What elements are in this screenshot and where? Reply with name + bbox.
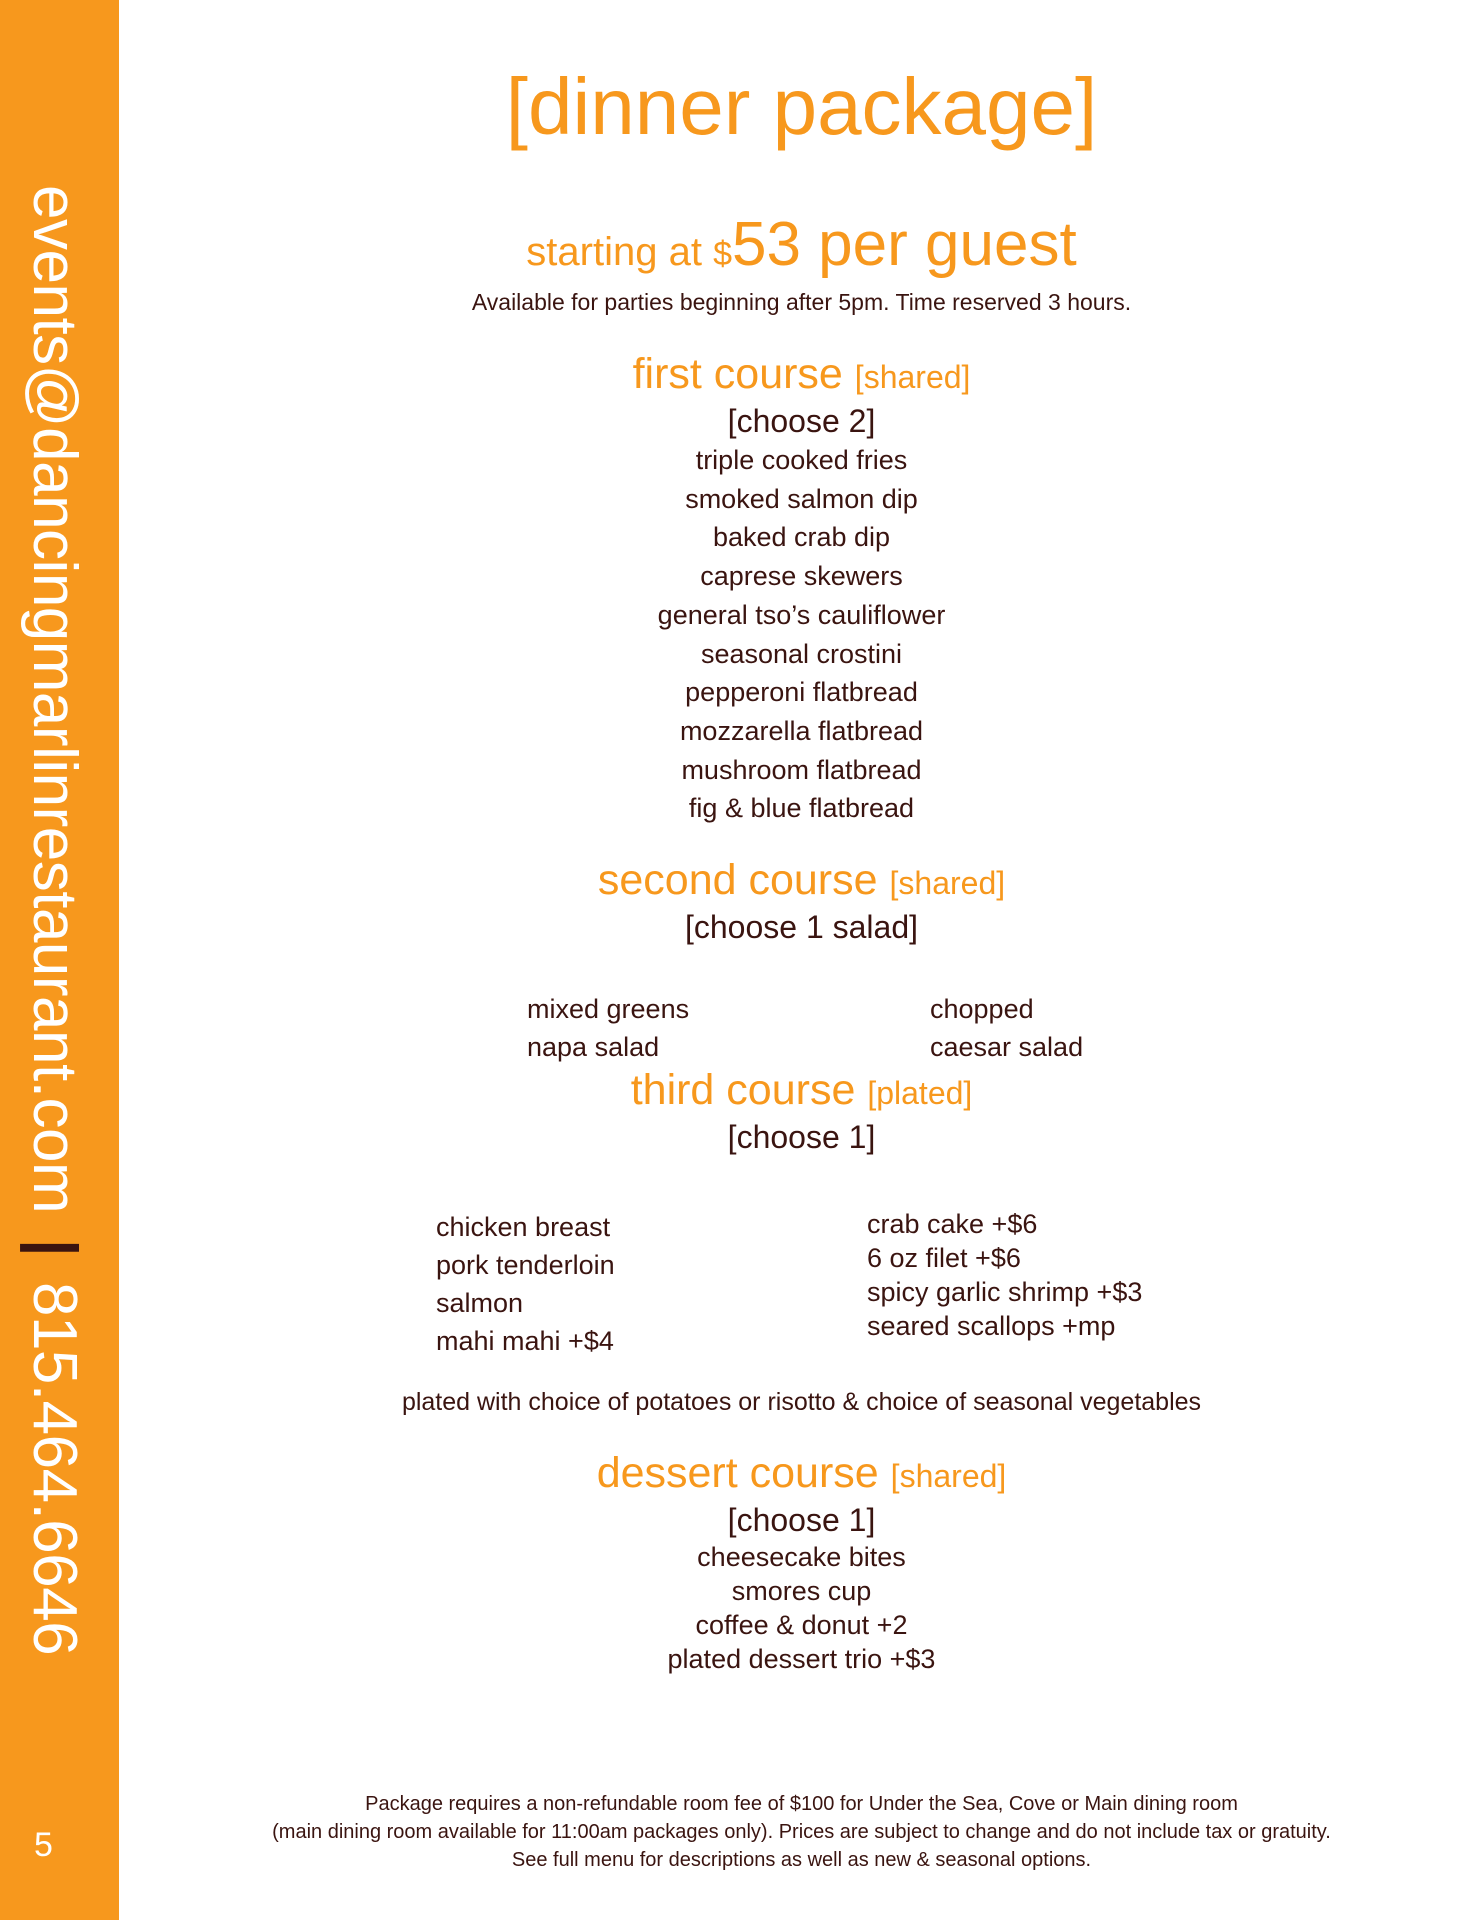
second-course-choose: [choose 1 salad]: [684, 909, 919, 945]
second-course-section: [119, 856, 1484, 947]
list-item: mozzarella flatbread: [679, 715, 924, 746]
list-item: smores cup: [731, 1576, 872, 1606]
list-item: pepperoni flatbread: [685, 677, 918, 708]
list-item: mushroom flatbread: [681, 754, 922, 785]
list-item: smoked salmon dip: [685, 483, 918, 514]
list-item: caprese skewers: [700, 561, 903, 592]
list-item: seasonal crostini: [700, 638, 903, 669]
second-course-tag: [shared]: [889, 865, 1006, 901]
list-item: mixed greens: [527, 994, 690, 1024]
dessert-course-heading: [119, 1449, 1484, 1500]
footer-line: See full menu for descriptions as well as new & seasonal options.: [511, 1849, 1092, 1871]
first-course-tag: [shared]: [854, 359, 971, 395]
list-item: baked crab dip: [712, 522, 891, 553]
list-item: mahi mahi +$4: [436, 1326, 614, 1356]
list-item: fig & blue flatbread: [688, 793, 915, 824]
list-item: napa salad: [527, 1032, 660, 1062]
third-course-choose: [choose 1]: [727, 1119, 876, 1155]
price-line: [119, 210, 1484, 282]
contact-email[interactable]: events@dancingmarlinrestaurant.com: [20, 185, 89, 1214]
page-title: [dinner package]: [505, 62, 1098, 151]
list-item: crab cake +$6: [867, 1209, 1038, 1239]
first-course-choose: [choose 2]: [727, 403, 876, 439]
dessert-course-choose: [choose 1]: [727, 1502, 876, 1538]
list-item: chopped: [930, 994, 1034, 1024]
price-prefix: starting at: [526, 230, 714, 274]
third-course-right-column: [867, 1207, 1142, 1343]
contact-separator: |: [20, 1239, 89, 1256]
third-course-heading: [119, 1066, 1484, 1117]
sidebar-contact: [20, 185, 89, 1656]
list-item: salmon: [436, 1288, 524, 1318]
list-item: caesar salad: [930, 1032, 1084, 1062]
price-amount: 53: [731, 210, 801, 279]
list-item: general tso’s cauliflower: [657, 599, 946, 630]
third-course-note: plated with choice of potatoes or risotto & choice of seasonal vegetables: [401, 1388, 1202, 1416]
price-currency: $: [713, 235, 732, 273]
dessert-course-title: dessert course: [596, 1449, 879, 1497]
price-suffix: per guest: [800, 210, 1077, 279]
second-course-left-column: [527, 990, 689, 1066]
contact-phone[interactable]: 815.464.6646: [20, 1281, 89, 1656]
footer-notes: [119, 1790, 1484, 1874]
second-course-right-column: [930, 990, 1083, 1066]
list-item: seared scallops +mp: [867, 1311, 1116, 1341]
third-course-title: third course: [630, 1066, 856, 1114]
list-item: pork tenderloin: [436, 1250, 615, 1280]
list-item: chicken breast: [436, 1212, 611, 1242]
availability-note: Available for parties beginning after 5pm. Time reserved 3 hours.: [471, 289, 1132, 315]
page-number: 5: [34, 1826, 53, 1864]
list-item: cheesecake bites: [697, 1542, 906, 1572]
list-item: spicy garlic shrimp +$3: [867, 1277, 1143, 1307]
second-course-title: second course: [597, 856, 878, 904]
dessert-course-tag: [shared]: [890, 1458, 1007, 1494]
first-course-title: first course: [632, 350, 843, 398]
second-course-heading: [119, 856, 1484, 907]
first-course-heading: [119, 350, 1484, 401]
third-course-left-column: [436, 1208, 615, 1360]
first-course-section: [119, 350, 1484, 828]
dessert-course-section: [119, 1449, 1484, 1676]
footer-line: (main dining room available for 11:00am packages only). Prices are subject to change and do not include tax or gratuity.: [272, 1821, 1331, 1843]
footer-line: Package requires a non-refundable room fee of $100 for Under the Sea, Cove or Main dining room: [365, 1793, 1238, 1815]
list-item: triple cooked fries: [695, 445, 908, 475]
list-item: coffee & donut +2: [695, 1610, 908, 1640]
third-course-section: [119, 1066, 1484, 1157]
third-course-tag: [plated]: [867, 1075, 973, 1111]
sidebar: [0, 0, 119, 1920]
list-item: 6 oz filet +$6: [867, 1243, 1021, 1273]
list-item: plated dessert trio +$3: [667, 1644, 936, 1674]
